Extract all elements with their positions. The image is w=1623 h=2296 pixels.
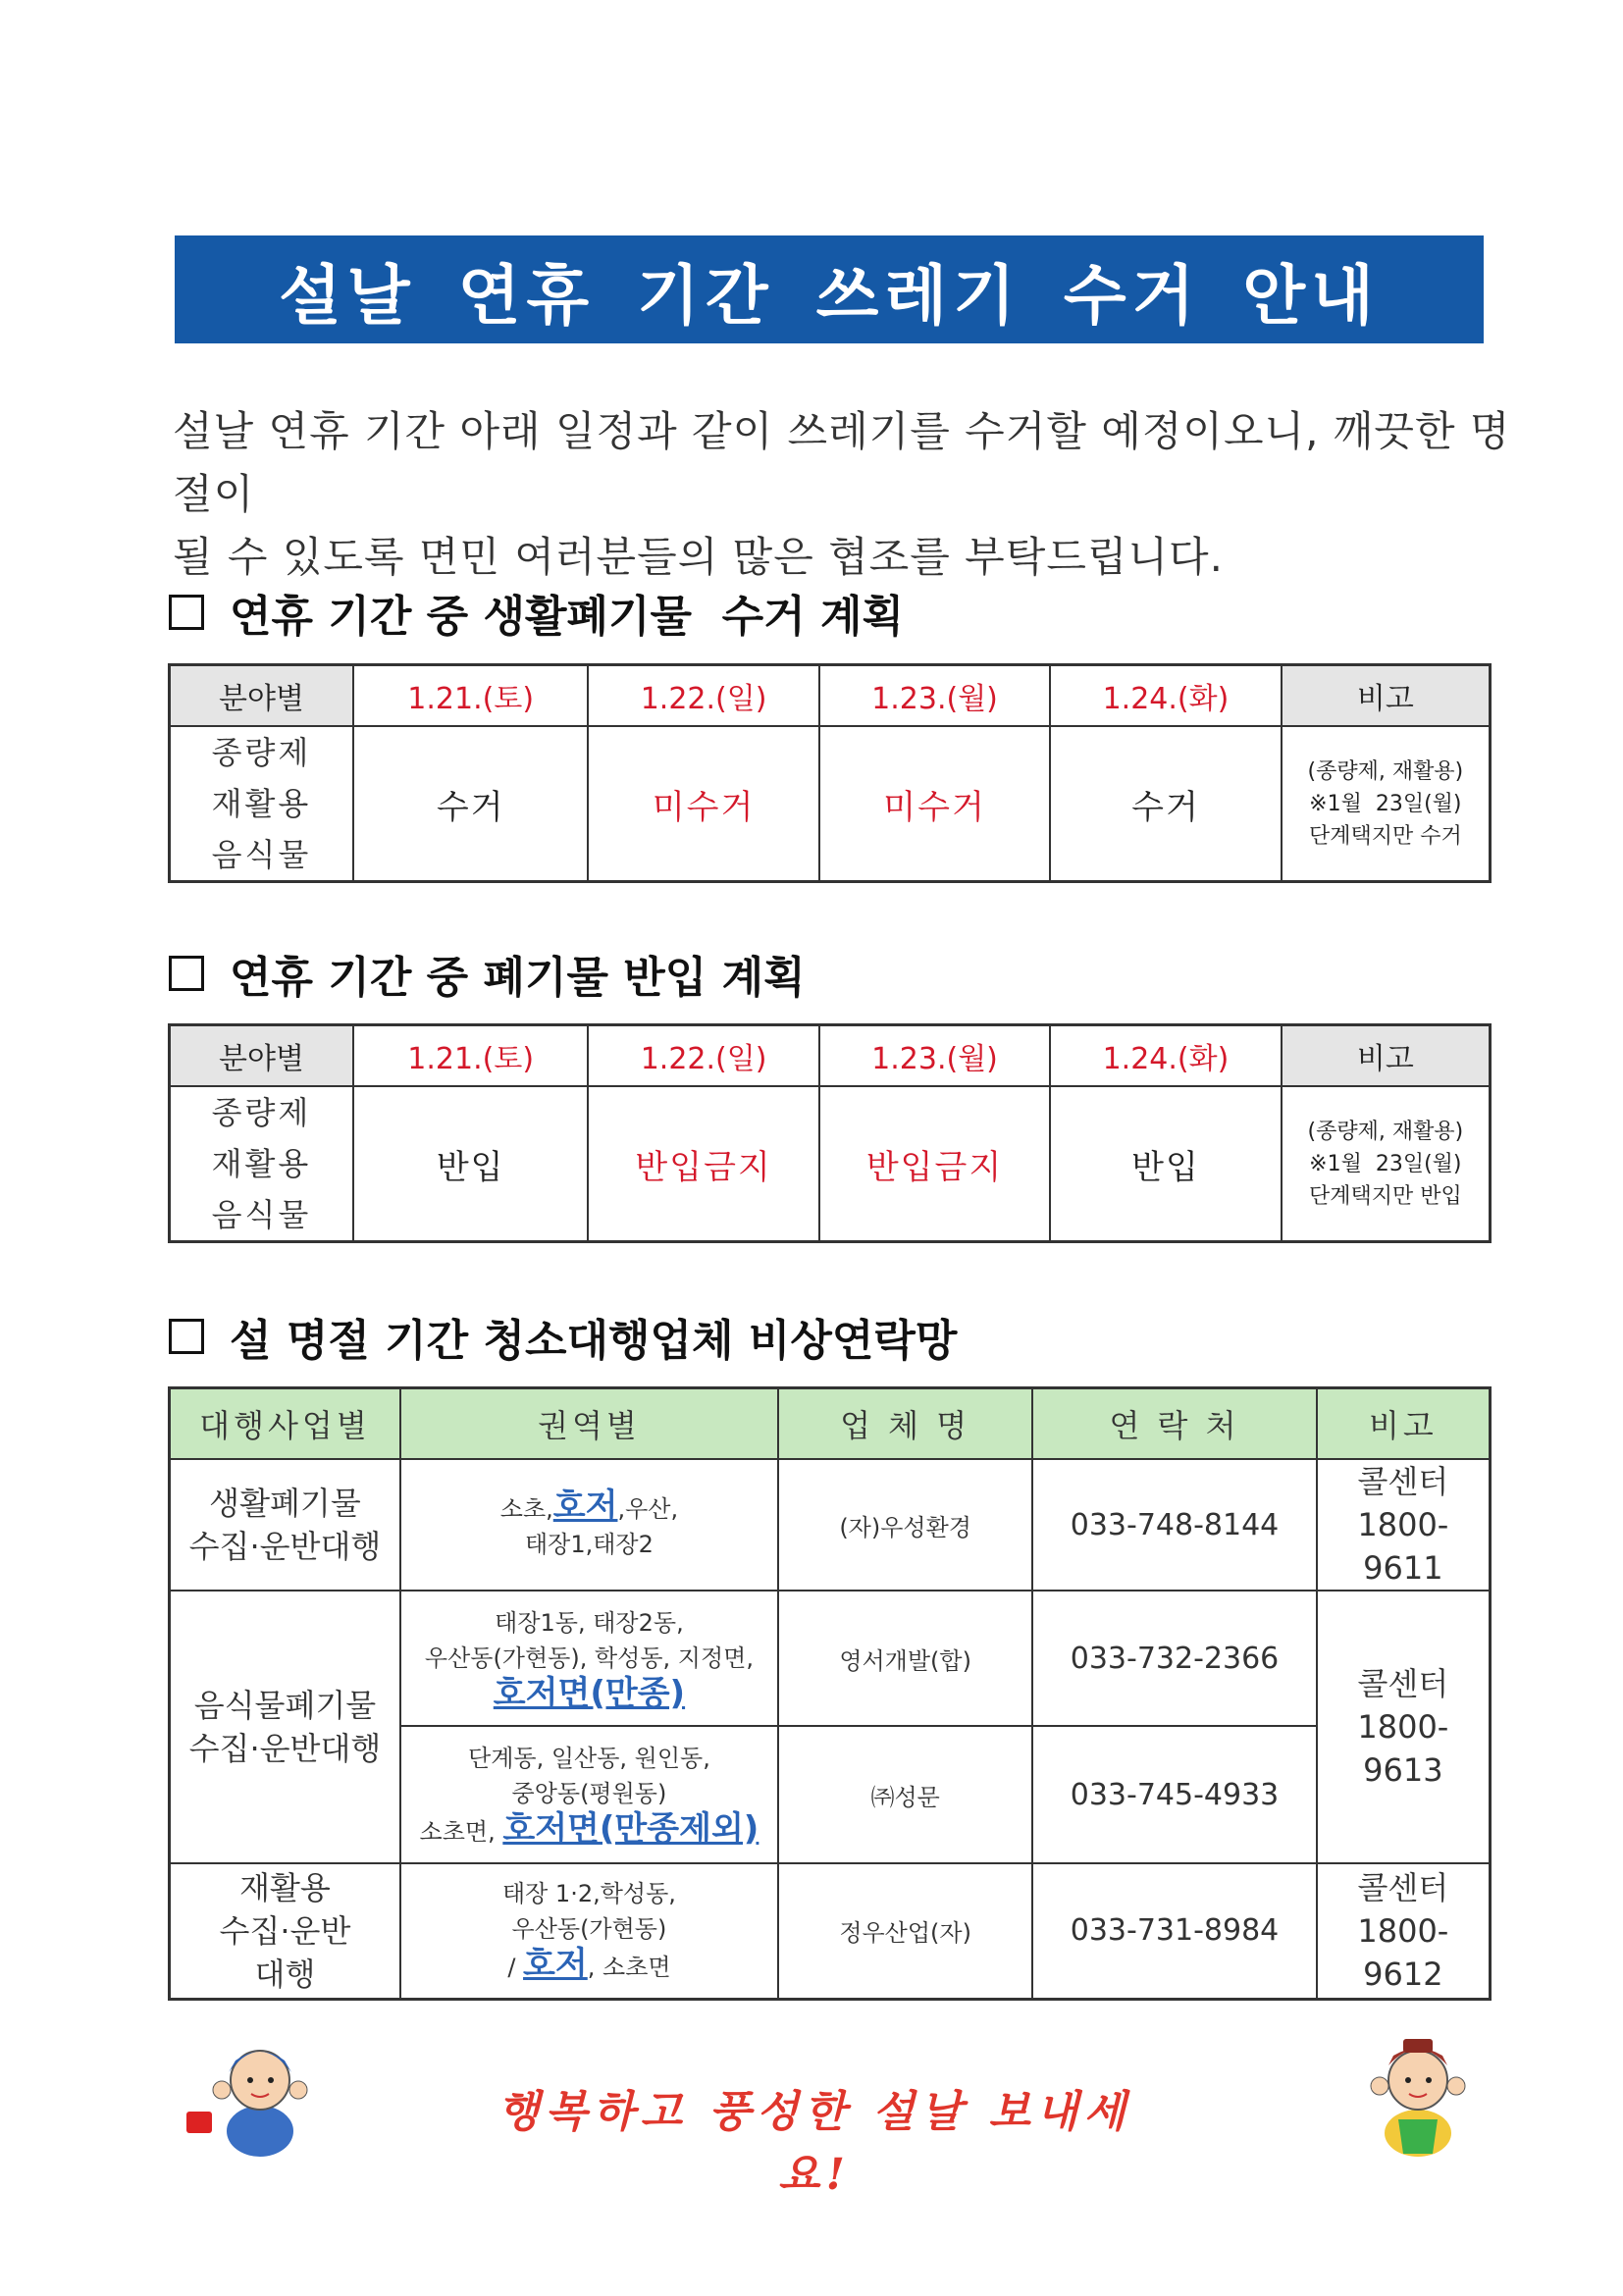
phone-cell: 033-732-2366 (1032, 1591, 1316, 1726)
value-cell: 반입 (1050, 1086, 1281, 1242)
region-text: 소초면, (419, 1817, 496, 1846)
region-text: 소초, (499, 1494, 553, 1523)
table-header-row (170, 1388, 1491, 1460)
checkbox-square-icon (169, 1319, 204, 1354)
value-cell: 미수거 (588, 726, 818, 882)
header-cell: 1.21.(토) (353, 1025, 588, 1087)
business-line: 음식물폐기물 (193, 1687, 377, 1724)
header-cell: 업 체 명 (778, 1388, 1032, 1460)
mascot-right-icon (1344, 2021, 1492, 2159)
region-line: 태장 1·2,학성동, (501, 1880, 676, 1908)
phone-cell: 033-731-8984 (1032, 1863, 1316, 1999)
business-cell (170, 1591, 400, 1863)
header-cell: 비고 (1282, 1025, 1491, 1087)
checkbox-square-icon (169, 956, 204, 991)
note-line: 콜센터 (1357, 1868, 1449, 1906)
header-cell: 1.24.(화) (1050, 1025, 1281, 1087)
section-heading-text: 설 명절 기간 청소대행업체 비상연락망 (230, 1316, 958, 1366)
business-line: 생활폐기물 (209, 1485, 361, 1522)
contacts-table (168, 1386, 1492, 2001)
note-line: 1800-9613 (1357, 1708, 1449, 1789)
value-cell: 수거 (353, 726, 588, 882)
region-line: 우산동(가현동) (511, 1915, 667, 1944)
region-text: ,우산, (617, 1494, 679, 1523)
region-line: 태장1동, 태장2동, (495, 1609, 684, 1637)
category-label: 종량제 (211, 734, 312, 771)
section-heading-contacts (169, 1305, 957, 1368)
note-line: 콜센터 (1357, 1463, 1449, 1500)
note-cell (1317, 1591, 1491, 1863)
region-text: / (507, 1954, 516, 1982)
intro-text (173, 400, 1546, 589)
intro-line-2: 될 수 있도록 면민 여러분들의 많은 협조를 부탁드립니다. (173, 533, 1224, 581)
header-cell: 연 락 처 (1032, 1388, 1316, 1460)
value-cell: 수거 (1050, 726, 1281, 882)
note-line: ※1월 23일(월) (1309, 791, 1462, 816)
intro-line-1: 설날 연휴 기간 아래 일정과 같이 쓰레기를 수거할 예정이오니, 깨끗한 명절이 (173, 407, 1511, 518)
header-cell: 1.23.(월) (819, 1025, 1050, 1087)
region-cell (400, 1591, 778, 1726)
value-cell: 반입금지 (819, 1086, 1050, 1242)
checkbox-square-icon (169, 595, 204, 630)
header-cell: 1.22.(일) (588, 665, 818, 727)
note-cell (1282, 726, 1491, 882)
header-cell: 비고 (1317, 1388, 1491, 1460)
region-line: 단계동, 일산동, 원인동, (468, 1744, 710, 1772)
category-label: 재활용 (211, 785, 312, 822)
table-row (170, 1459, 1491, 1591)
note-line: 콜센터 (1357, 1665, 1449, 1702)
header-cell: 1.22.(일) (588, 1025, 818, 1087)
section-heading-collection (169, 581, 904, 644)
region-text: , 소초면 (587, 1954, 671, 1982)
mascot-left-icon (186, 2021, 334, 2159)
business-line: 대행 (254, 1955, 316, 1993)
page-title: 설날 연휴 기간 쓰레기 수거 안내 (279, 257, 1380, 334)
phone-cell: 033-748-8144 (1032, 1459, 1316, 1591)
category-cell (170, 1086, 353, 1242)
note-line: ※1월 23일(월) (1309, 1151, 1462, 1176)
business-cell (170, 1863, 400, 1999)
note-line: 1800-9611 (1357, 1506, 1449, 1587)
note-line: 단계택지만 수거 (1308, 823, 1462, 849)
table-row (170, 726, 1491, 882)
company-cell: (자)우성환경 (778, 1459, 1032, 1591)
region-highlight: 호저면(만종제외) (502, 1808, 759, 1849)
header-cell: 1.24.(화) (1050, 665, 1281, 727)
category-label: 재활용 (211, 1145, 312, 1182)
header-cell: 분야별 (170, 1025, 353, 1087)
region-highlight: 호저 (523, 1945, 588, 1985)
header-cell: 비고 (1282, 665, 1491, 727)
footer-greeting: 행복하고 풍성한 설날 보내세요! (497, 2087, 1131, 2200)
table-row (170, 1086, 1491, 1242)
intake-plan-table (168, 1023, 1492, 1243)
category-cell (170, 726, 353, 882)
region-line (401, 1808, 777, 1850)
title-banner (175, 235, 1484, 343)
region-line (401, 1488, 777, 1527)
note-line: (종량제, 재활용) (1307, 758, 1464, 784)
collection-plan-table (168, 663, 1492, 883)
region-cell (400, 1726, 778, 1863)
table-row (170, 1591, 1491, 1726)
note-cell (1317, 1863, 1491, 1999)
header-cell: 분야별 (170, 665, 353, 727)
category-label: 음식물 (211, 1196, 312, 1233)
header-cell: 1.23.(월) (819, 665, 1050, 727)
category-label: 종량제 (211, 1094, 312, 1131)
note-cell (1282, 1086, 1491, 1242)
header-cell: 권역별 (400, 1388, 778, 1460)
value-cell: 반입 (353, 1086, 588, 1242)
business-line: 수집·운반 (219, 1911, 351, 1950)
business-line: 재활용 (239, 1868, 331, 1906)
section-heading-text: 연휴 기간 중 폐기물 반입 계획 (230, 953, 806, 1003)
header-cell: 대행사업별 (170, 1388, 400, 1460)
phone-cell: 033-745-4933 (1032, 1726, 1316, 1863)
region-highlight: 호저 (552, 1486, 618, 1526)
region-cell (400, 1863, 778, 1999)
business-line: 수집·운반대행 (188, 1730, 382, 1767)
company-cell: ㈜성문 (778, 1726, 1032, 1863)
header-cell: 1.21.(토) (353, 665, 588, 727)
table-header-row (170, 665, 1491, 727)
table-header-row (170, 1025, 1491, 1087)
region-cell (400, 1459, 778, 1591)
company-cell: 영서개발(합) (778, 1591, 1032, 1726)
value-cell: 반입금지 (588, 1086, 818, 1242)
region-line (401, 1947, 777, 1985)
region-highlight: 호저면(만종) (493, 1674, 686, 1713)
region-line: 태장1,태장2 (524, 1530, 654, 1558)
section-heading-text: 연휴 기간 중 생활폐기물 수거 계획 (230, 592, 904, 642)
region-line: 우산동(가현동), 학성동, 지정면, (424, 1644, 754, 1672)
value-cell: 미수거 (819, 726, 1050, 882)
category-label: 음식물 (211, 836, 312, 873)
table-row (170, 1863, 1491, 1999)
note-line: 1800-9612 (1357, 1911, 1449, 1993)
region-line: 중앙동(평원동) (511, 1779, 667, 1807)
note-line: 단계택지만 반입 (1308, 1183, 1462, 1209)
business-line: 수집·운반대행 (188, 1528, 382, 1565)
note-cell (1317, 1459, 1491, 1591)
section-heading-intake (169, 942, 806, 1005)
business-cell (170, 1459, 400, 1591)
note-line: (종량제, 재활용) (1307, 1119, 1464, 1144)
company-cell: 정우산업(자) (778, 1863, 1032, 1999)
